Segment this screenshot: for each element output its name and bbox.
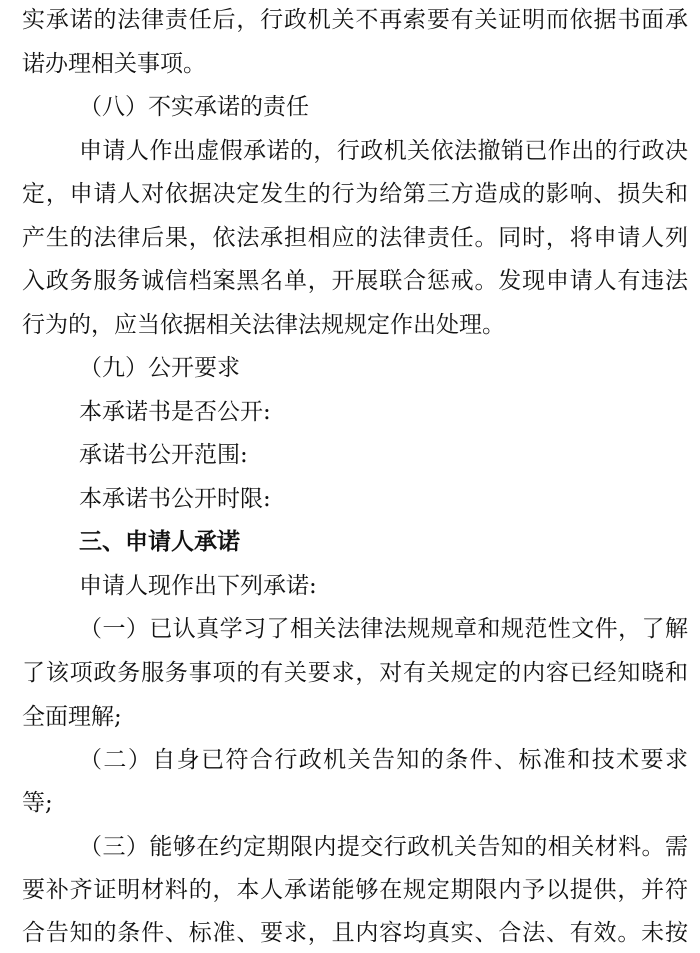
text-line: 产生的法律后果，依法承担相应的法律责任。同时，将申请人列 xyxy=(22,225,688,251)
section-heading-9: （九）公开要求 xyxy=(79,355,240,381)
text-line: 实承诺的法律责任后，行政机关不再索要有关证明而依据书面承 xyxy=(22,7,688,33)
text-line: 等; xyxy=(22,790,53,816)
text-line: 定，申请人对依据决定发生的行为给第三方造成的影响、损失和 xyxy=(22,181,688,207)
text-line: 诺办理相关事项。 xyxy=(22,51,206,77)
commitment-item-3: （三）能够在约定期限内提交行政机关告知的相关材料。需 xyxy=(79,834,688,860)
text-line: 申请人作出虚假承诺的，行政机关依法撤销已作出的行政决 xyxy=(79,138,688,164)
text-line: 要补齐证明材料的，本人承诺能够在规定期限内予以提供，并符 xyxy=(22,877,688,903)
commitment-item-2: （二）自身已符合行政机关告知的条件、标准和技术要求 xyxy=(79,747,688,773)
text-line: 合告知的条件、标准、要求，且内容均真实、合法、有效。未按 xyxy=(22,920,688,946)
section-heading-3: 三、申请人承诺 xyxy=(79,529,240,555)
section-heading-8: （八）不实承诺的责任 xyxy=(79,94,309,120)
text-line: 全面理解; xyxy=(22,704,122,730)
text-line: 申请人现作出下列承诺: xyxy=(79,573,317,599)
disclosure-field-scope: 承诺书公开范围: xyxy=(79,442,248,468)
text-line: 行为的，应当依据相关法律法规规定作出处理。 xyxy=(22,312,505,338)
commitment-item-1: （一）已认真学习了相关法律法规规章和规范性文件，了解 xyxy=(79,616,688,642)
disclosure-field-period: 本承诺书公开时限: xyxy=(79,486,271,512)
disclosure-field-public: 本承诺书是否公开: xyxy=(79,399,271,425)
text-line: 入政务服务诚信档案黑名单，开展联合惩戒。发现申请人有违法 xyxy=(22,268,688,294)
text-line: 了该项政务服务事项的有关要求，对有关规定的内容已经知晓和 xyxy=(22,660,688,686)
